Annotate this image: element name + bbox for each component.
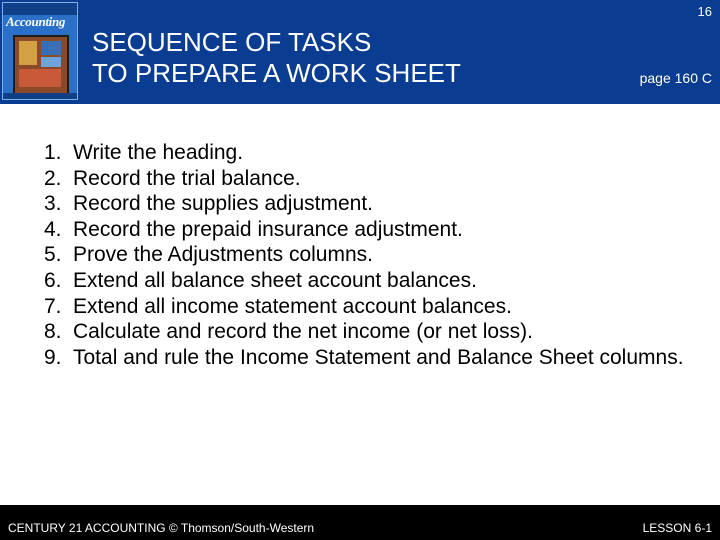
task-item (44, 191, 704, 217)
slide-title: SEQUENCE OF TASKS TO PREPARE A WORK SHEET (92, 27, 461, 88)
footer-copyright: CENTURY 21 ACCOUNTING © Thomson/South-Western (8, 521, 315, 535)
task-item (44, 242, 704, 268)
book-cover-photo-panel (41, 57, 61, 67)
task-item (44, 294, 704, 320)
book-cover-photo-panel (41, 41, 61, 55)
task-text: Record the trial balance. (73, 166, 301, 190)
task-number: 3. (44, 192, 62, 216)
book-cover-bottom-band (3, 93, 77, 99)
task-text: Total and rule the Income Statement and Balance Sheet columns. (73, 345, 684, 369)
page-reference: page 160 C (639, 70, 712, 86)
task-number: 4. (44, 217, 62, 241)
task-text: Record the supplies adjustment. (73, 192, 373, 216)
slide-number: 16 (697, 4, 712, 19)
task-item (44, 217, 704, 243)
task-item (44, 166, 704, 192)
book-cover-logo: Accounting (6, 14, 66, 29)
footer-lesson-label: LESSON 6-1 (642, 521, 712, 535)
task-number: 7. (44, 294, 62, 318)
task-text: Prove the Adjustments columns. (73, 243, 373, 267)
task-number: 9. (44, 345, 62, 369)
task-text: Record the prepaid insurance adjustment. (73, 217, 463, 241)
task-number: 5. (44, 243, 62, 267)
task-number: 2. (44, 166, 62, 190)
task-item (44, 140, 704, 166)
book-cover-photo-panel (19, 41, 37, 65)
task-number: 1. (44, 141, 62, 164)
textbook-cover-image (2, 2, 78, 100)
book-cover-photo (13, 35, 69, 97)
task-number: 8. (44, 320, 62, 344)
task-item (44, 345, 704, 371)
task-text: Extend all income statement account balances. (73, 294, 512, 318)
task-list (44, 140, 704, 370)
slide-footer (0, 505, 720, 540)
task-item (44, 319, 704, 345)
task-number: 6. (44, 268, 62, 292)
book-cover-photo-panel (19, 69, 61, 87)
task-text: Extend all balance sheet account balances. (73, 268, 477, 292)
task-text: Write the heading. (73, 141, 244, 164)
task-item (44, 268, 704, 294)
slide-header (0, 0, 720, 104)
task-text: Calculate and record the net income (or net loss). (73, 320, 533, 344)
